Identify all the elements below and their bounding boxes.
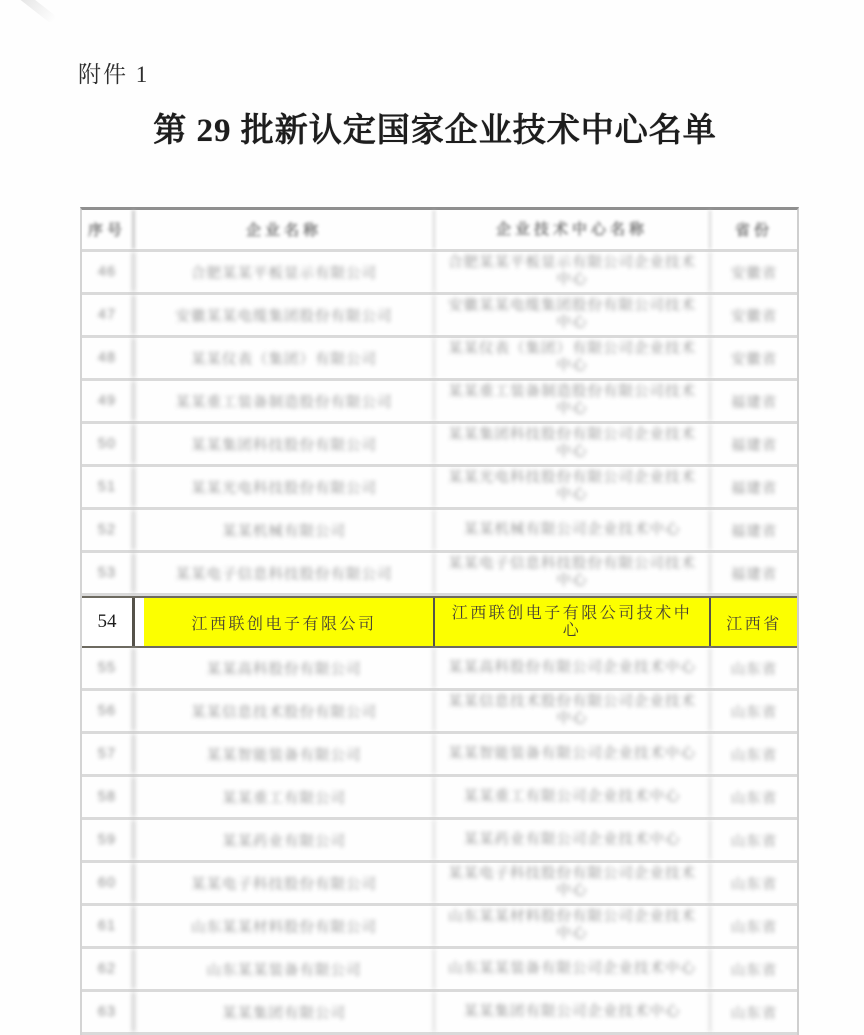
row-number-cell: 53 — [82, 553, 135, 593]
company-name-cell: 某某智能装备有限公司 — [135, 734, 435, 774]
header-cell-center: 企业技术中心名称 — [435, 210, 711, 249]
tech-center-table — [80, 207, 799, 1035]
province-cell: 安徽省 — [730, 308, 778, 325]
table-row — [82, 467, 797, 510]
row-number-cell: 46 — [82, 252, 135, 292]
center-name-cell: 某某药业有限公司企业技术中心 — [435, 820, 711, 860]
table-row — [82, 424, 797, 467]
header-cell-company: 企业名称 — [135, 210, 435, 249]
center-name-cell: 某某智能装备有限公司企业技术中心 — [435, 734, 711, 774]
table-row — [82, 734, 797, 777]
company-name-cell: 某某机械有限公司 — [135, 510, 435, 550]
table-body — [82, 252, 797, 1035]
center-name-cell: 某某集团有限公司企业技术中心 — [435, 992, 711, 1032]
company-name-cell: 安徽某某电缆集团股份有限公司 — [135, 295, 435, 335]
row-number-cell: 51 — [82, 467, 135, 507]
company-name-cell: 合肥某某平板显示有限公司 — [135, 252, 435, 292]
center-name-cell: 某某信息技术股份有限公司企业技术中心 — [435, 691, 711, 731]
company-name-cell: 某某电子信息科技股份有限公司 — [135, 553, 435, 593]
company-name-cell: 某某高科股份有限公司 — [135, 648, 435, 688]
row-number-cell: 63 — [82, 992, 135, 1032]
province-cell: 山东省 — [730, 790, 778, 807]
center-name-cell: 某某光电科技股份有限公司企业技术中心 — [435, 467, 711, 507]
row-number-cell: 57 — [82, 734, 135, 774]
province-cell: 安徽省 — [730, 351, 778, 368]
row-number-cell: 52 — [82, 510, 135, 550]
table-row-highlighted — [82, 596, 797, 648]
company-name-cell: 山东某某材料股份有限公司 — [135, 906, 435, 946]
table-row — [82, 863, 797, 906]
company-name-cell: 江西联创电子有限公司 — [135, 598, 435, 646]
province-cell: 山东省 — [730, 962, 778, 979]
scan-streak-artifact — [0, 0, 57, 24]
center-name-cell: 某某重工有限公司企业技术中心 — [435, 777, 711, 817]
row-number-cell: 47 — [82, 295, 135, 335]
table-row — [82, 820, 797, 863]
company-name-cell: 某某光电科技股份有限公司 — [135, 467, 435, 507]
table-header-row — [82, 210, 797, 252]
row-number-cell: 48 — [82, 338, 135, 378]
row-number-cell: 60 — [82, 863, 135, 903]
center-name-cell: 安徽某某电缆集团股份有限公司技术中心 — [435, 295, 711, 335]
province-cell: 福建省 — [730, 480, 778, 497]
center-name-cell: 某某高科股份有限公司企业技术中心 — [435, 648, 711, 688]
province-cell: 山东省 — [730, 919, 778, 936]
row-number-cell: 54 — [82, 598, 135, 646]
row-number-cell: 59 — [82, 820, 135, 860]
province-cell: 江西省 — [711, 598, 797, 646]
page-title: 第 29 批新认定国家企业技术中心名单 — [153, 113, 717, 149]
attachment-label: 附件 1 — [78, 62, 150, 87]
company-name-cell: 某某集团有限公司 — [135, 992, 435, 1032]
company-name-cell: 某某信息技术股份有限公司 — [135, 691, 435, 731]
province-cell: 山东省 — [730, 876, 778, 893]
table-row — [82, 381, 797, 424]
center-name-cell: 某某电子信息科技股份有限公司技术中心 — [435, 553, 711, 593]
company-name-cell: 某某重工装备制造股份有限公司 — [135, 381, 435, 421]
table-row — [82, 553, 797, 596]
center-name-cell: 山东某某装备有限公司企业技术中心 — [435, 949, 711, 989]
company-name-cell: 山东某某装备有限公司 — [135, 949, 435, 989]
center-name-cell: 某某仪表（集团）有限公司企业技术中心 — [435, 338, 711, 378]
table-row — [82, 338, 797, 381]
province-cell: 山东省 — [730, 833, 778, 850]
company-name-cell: 某某电子科技股份有限公司 — [135, 863, 435, 903]
province-cell: 山东省 — [730, 747, 778, 764]
header-cell-num: 序号 — [82, 210, 135, 249]
row-number-cell: 58 — [82, 777, 135, 817]
province-cell: 安徽省 — [730, 265, 778, 282]
header-cell-province: 省份 — [734, 222, 773, 239]
center-name-cell: 某某集团科技股份有限公司企业技术中心 — [435, 424, 711, 464]
row-number-cell: 50 — [82, 424, 135, 464]
center-name-cell: 江西联创电子有限公司技术中心 — [435, 598, 711, 646]
center-name-cell: 某某电子科技股份有限公司企业技术中心 — [435, 863, 711, 903]
province-cell: 福建省 — [730, 523, 778, 540]
table-row — [82, 992, 797, 1035]
table-row — [82, 252, 797, 295]
province-cell: 福建省 — [730, 566, 778, 583]
table-row — [82, 949, 797, 992]
province-cell: 山东省 — [730, 1005, 778, 1022]
center-name-cell: 山东某某材料股份有限公司企业技术中心 — [435, 906, 711, 946]
table-row — [82, 295, 797, 338]
table-row — [82, 648, 797, 691]
center-name-cell: 某某重工装备制造股份有限公司技术中心 — [435, 381, 711, 421]
table-row — [82, 510, 797, 553]
company-name-cell: 某某药业有限公司 — [135, 820, 435, 860]
row-number-cell: 62 — [82, 949, 135, 989]
table-row — [82, 777, 797, 820]
center-name-cell: 合肥某某平板显示有限公司企业技术中心 — [435, 252, 711, 292]
row-number-cell: 55 — [82, 648, 135, 688]
row-number-cell: 56 — [82, 691, 135, 731]
row-number-cell: 61 — [82, 906, 135, 946]
company-name-cell: 某某集团科技股份有限公司 — [135, 424, 435, 464]
province-cell: 福建省 — [730, 394, 778, 411]
row-number-cell: 49 — [82, 381, 135, 421]
center-name-cell: 某某机械有限公司企业技术中心 — [435, 510, 711, 550]
table-row — [82, 906, 797, 949]
company-name-cell: 某某仪表（集团）有限公司 — [135, 338, 435, 378]
province-cell: 福建省 — [730, 437, 778, 454]
province-cell: 山东省 — [730, 704, 778, 721]
province-cell: 山东省 — [730, 661, 778, 678]
table-row — [82, 691, 797, 734]
company-name-cell: 某某重工有限公司 — [135, 777, 435, 817]
